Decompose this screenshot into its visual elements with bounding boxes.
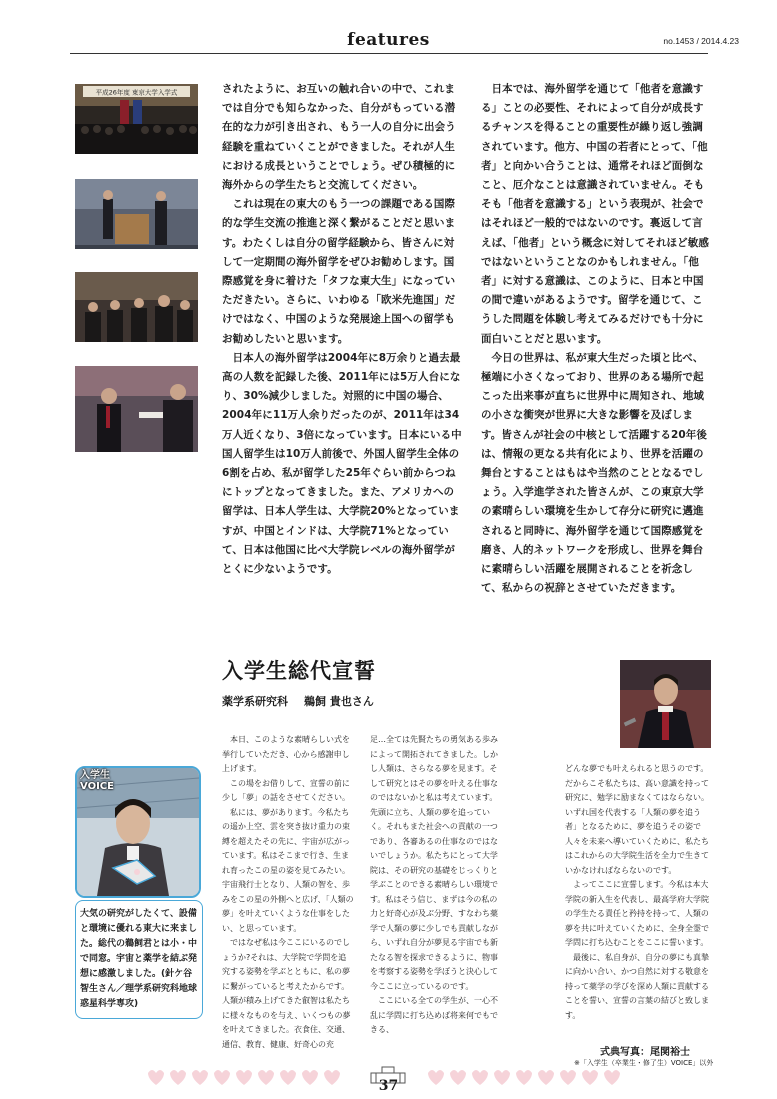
page-number: 37	[378, 1078, 399, 1094]
paragraph: 最後に、私自身が、自分の夢にも真摯に向かい合い、かつ自然に対する敬意を持って薬学の学びを深め人類に貢献することを誓い、宣誓の言葉の結びと致します。	[565, 952, 709, 1020]
speaker-affiliation: 薬学系研究科	[222, 695, 288, 708]
body-column-right	[481, 80, 710, 598]
paragraph: ではなぜ私は今ここにいるのでしょうか?それは、大学院で学問を追究する姿勢を学ぶとともに、私の夢に繋がっていると考えたからです。人類が積み上げてきた叡智は私たちに様々なものを与え、いくつもの夢を叶えてきました。衣食住、交通、通信、教育、健康、好奇心の充	[222, 938, 351, 1049]
issue-number: no.1453 / 2014.4.23	[663, 36, 739, 46]
header-divider	[70, 53, 708, 54]
ceremony-sign: 平成26年度 東京大学入学式	[95, 88, 178, 97]
photo-credit: 式典写真：尾関裕士	[600, 1047, 690, 1058]
ceremony-photo-3	[75, 272, 198, 342]
speech-column-1	[222, 733, 354, 1052]
paragraph: よってここに宣誓します。今私は本大学院の新入生を代表し、最高学府大学院の学生たる責任と矜持を持って、人類の夢を共に叶えていくために、全身全霊で学問に打ち込むことをここに誓います。	[565, 880, 709, 947]
section-header: features	[347, 30, 430, 50]
body-column-left	[222, 80, 462, 579]
voice-label-line2: VOICE	[80, 781, 114, 792]
speech-column-2	[370, 733, 502, 1038]
paragraph: 足…全ては先賢たちの勇気ある歩みによって開拓されてきました。しかし人類は、さらなる夢を見ます。そして研究とはその夢を叶える仕事なのではないかと私は考えています。先頭に立ち、人類の夢を追っていく。それもまた社会への貢献の一つであり、各審あるの仕事なのではないでしょうか。私たちにとって大学院は、その研究の基礎をじっくりと学ぶことのできる素晴らしい環境です。私はそう信じ、まずは今の私の力と好奇心が及ぶ分野、すなわち薬学で人類の夢に少しでも貢献しながら、いずれ自分が夢見る宇宙でも新たなる智を探求できるように、物事を考察する姿勢を学ぼうと決心して今ここに立っているのです。	[370, 735, 498, 991]
paragraph: この場をお借りして、宣誓の前に少し「夢」の話をさせてください。	[222, 778, 350, 802]
paragraph: 私には、夢があります。今私たちの遥か上空、雲を突き抜け重力の束縛を超えたその先に、宇宙が広がっています。私はそこまで行き、生まれ育ったこの星の姿を見てみたい。宇宙飛行士となり、人類の智を、歩みをこの星の外側へと広げ、「人類の夢」を叶えていくような仕事をしたい、と思っています。	[222, 807, 354, 933]
speaker-photo	[620, 660, 711, 748]
paragraph: ここにいる全ての学生が、一心不乱に学問に打ち込めば将来何でもできる、	[370, 996, 498, 1034]
paragraph: どんな夢でも叶えられると思うのです。だからこそ私たちは、高い意識を持って研究に、勉学に励まなくてはならない。いずれ国を代表する「人類の夢を追う者」となるために、夢を追うその姿で人々を未来へ導いていくために、私たちはこれからの大学院生活を全力で生きていかなければならないのです。	[565, 764, 709, 875]
paragraph: 本日、このような素晴らしい式を挙行していただき、心から感謝申し上げます。	[222, 735, 350, 773]
ceremony-photo-4	[75, 366, 198, 452]
ceremony-photo-1	[75, 84, 198, 154]
paragraph: 日本人の海外留学は2004年に8万余りと過去最高の人数を記録した後、2011年には5万人台になり、30%減少しました。対照的に中国の場合、2004年に11万人余りだったのが、2011年は34万人近くなり、3倍になっています。日本にいる中国人留学生は10万人前後で、外国人留学生全体の6割を占め、私が留学した25年ぐらい前からつねにトップとなってきました。また、アメリカへの留学は、日本人学生は、大学院20%となっていますが、中国とインドは、大学院71%となっていて、日本は他国に比べ大学院レベルの海外留学がとくに少ないようです。	[222, 351, 462, 576]
speech-column-3	[565, 762, 711, 1023]
voice-label-line1: 入学生	[80, 770, 110, 781]
voice-label	[80, 770, 114, 792]
paragraph: 日本では、海外留学を通じて「他者を意識する」ことの必要性、それによって自分が成長するチャンスを得ることの重要性が繰り返し強調されています。他方、中国の若者にとって、「他者」と向かい合うことは、通常それほど面倒なこと、厄介なことは意識されていません。そもそも「他者を意識する」という表現が、社会ではそれほど一般的ではないのです。裏返して言えば、「他者」という概念に対してそれほど敏感ではないということなのかもしれません。「他者」に対する意識は、このように、日本と中国の間で違いがあるようです。留学を通じて、こうした問題を体験し考えてみるだけでも十分に面白いことだと思います。	[481, 83, 709, 345]
speaker-name: 鵜飼 貴也さん	[304, 695, 374, 708]
paragraph: されたように、お互いの触れ合いの中で、これまでは自分でも知らなかった、自分がもっている潜在的な力が引き出され、もう一人の自分に出会う経験を重ねていくことができました。それが人生における成長ということでしょう。ぜひ積極的に海外からの学生たちと交流してください。	[222, 83, 456, 192]
section-title: 入学生総代宣誓	[222, 659, 376, 683]
speaker-byline	[222, 693, 390, 709]
paragraph: これは現在の東大のもう一つの課題である国際的な学生交流の推進と深く繋がることだと思います。わたくしは自分の留学経験から、皆さんに対して一定期間の海外留学をぜひお勧めします。国際感覚を身に着けた「タフな東大生」になっていただきたい。さらに、いわゆる「欧米先進国」だけではなく、中国のような発展途上国への留学もお勧めしたいと思います。	[222, 198, 456, 345]
voice-comment: 大気の研究がしたくて、設備と環境に優れる東大に来ました。総代の鵜飼君とは小・中で同窓。宇宙と薬学を結ぶ発想に感激しました。(針ケ谷智生さん／理学系研究科地球惑星科学専攻)	[75, 900, 203, 1019]
photo-credit-note: ※「入学生（卒業生・修了生）VOICE」以外	[574, 1059, 714, 1067]
ceremony-photo-2	[75, 179, 198, 249]
paragraph: 今日の世界は、私が東大生だった頃と比べ、極端に小さくなっており、世界のある場所で起こった出来事が直ちに世界中に周知され、地域の小さな衝突が世界に大きな影響を及ぼします。皆さんが社会の中核として活躍する20年後は、情報の更なる共有化により、世界を活躍の舞台とすることはもはや当然のこととなるでしょう。入学進学された皆さんが、この東京大学の素晴らしい環境を生かして存分に研究に邁進されると同時に、海外留学を通じて国際感覚を磨き、人的ネットワークを形成し、世界を舞台に素晴らしい活躍を展開されることを祈念して、私からの祝辞とさせていただきます。	[481, 351, 707, 595]
